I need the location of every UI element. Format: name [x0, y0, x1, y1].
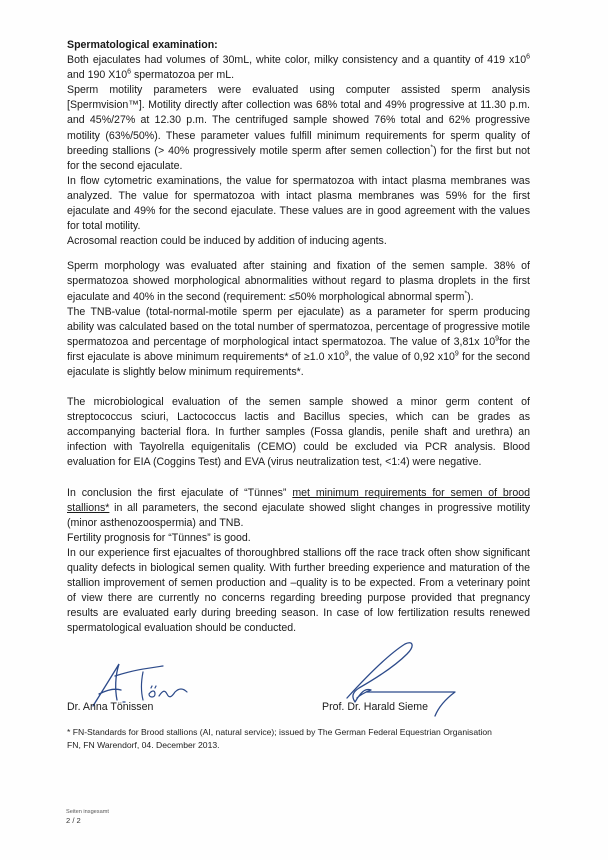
superscript: 6	[526, 53, 530, 61]
paragraph-conclusion	[67, 486, 530, 531]
paragraph-prognosis: Fertility prognosis for “Tünnes” is good.	[67, 531, 251, 544]
footnote-line-2: FN, FN Warendorf, 04. December 2013.	[67, 739, 220, 750]
superscript: 9	[344, 350, 349, 358]
text: in all parameters, the second ejaculate showed slight changes in progressive motility (minor asthenozoospermia) and TNB.	[67, 501, 530, 529]
paragraph-acrosomal: Acrosomal reaction could be induced by addition of inducing agents.	[67, 235, 387, 248]
paragraph-volume	[67, 53, 530, 83]
report-body	[67, 38, 530, 636]
signatory-name-left: Dr. Anna Tönissen	[67, 701, 154, 713]
superscript: *	[430, 144, 434, 152]
spacer	[67, 249, 530, 259]
spacer	[67, 380, 530, 395]
page-counter	[66, 809, 109, 825]
text: Sperm motility parameters were evaluated using computer assisted sperm analysis [Spermvision™]. Motility directly after collection was 68% total and 49% progressive at 11.30 p.m. and 45%/27% at 12.30 p.m. The centrifuged sample showed 76% total and 62% progressive motility (63%/50%). These parameter values fulfill minimum requirements for sperm quality of breeding stallions (> 40% progressively motile sperm after semen collection	[67, 84, 530, 157]
footnote-line-1: * FN-Standards for Brood stallions (AI, natural service); issued by The German Federal Equestrian Organisation	[67, 727, 492, 737]
underlined-text: met minimum requirements for semen of brood stallions*	[67, 486, 530, 514]
text: for the first ejaculate is above minimum requirements* of ≥1.0 x10	[67, 335, 530, 363]
paragraph-morphology	[67, 259, 530, 304]
superscript: 9	[495, 335, 500, 343]
superscript: *	[464, 289, 468, 297]
paragraph-motility	[67, 83, 530, 174]
text: spermatozoa per mL.	[131, 69, 235, 82]
text: ) for the first but not for the second ejaculate.	[67, 144, 530, 172]
section-heading: Spermatological examination:	[67, 39, 218, 51]
text: The TNB-value (total-normal-motile sperm per ejaculate) as a parameter for sperm producing ability was calculated based on the total number of spermatozoa, percentage of progressive motile spermatozoa and percentage of morphological intact spermatozoa. The value of 3,81x 10	[67, 305, 530, 348]
text: and 190 X10	[67, 69, 128, 82]
paragraph-tnb	[67, 305, 530, 380]
paragraph-microbiology: The microbiological evaluation of the semen sample showed a minor germ content of streptococcus sciuri, Lactococcus lactis and Bacillus species, which can be grades as accompanying bacterial flora. In further samples (Fossa glandis, penile shaft and urethra) an infection with Tayolrella equigenitalis (CEMO) could be excluded via PCR analysis. Blood evaluation for EIA (Coggins Test) and EVA (virus neutralization test, <1:4) were negative.	[67, 396, 530, 469]
text: ).	[467, 290, 474, 303]
spacer	[67, 471, 530, 486]
paragraph-flow-cytometry: In flow cytometric examinations, the value for spermatozoa with intact plasma membranes was analyzed. The value for spermatozoa with intact plasma membranes was 59% for the first ejaculate and 49% for the second ejaculate. These values are in good agreement with the values for total motility.	[67, 174, 530, 233]
superscript: 9	[454, 350, 459, 358]
superscript: 6	[127, 68, 131, 76]
text: Both ejaculates had volumes of 30mL, white color, milky consistency and a quantity of 419 x10	[67, 54, 527, 67]
page-counter-label: Seiten insgesamt	[66, 809, 109, 815]
footnote	[67, 726, 537, 751]
page-counter-value: 2 / 2	[66, 816, 81, 825]
text: for the second ejaculate is slightly below minimum requirements*.	[67, 350, 530, 378]
paragraph-experience: In our experience first ejacualtes of thoroughbred stallions off the race track often show significant quality defects in biological semen quality. With further breeding experience and maturation of the stallion improvement of semen production and –quality is to be expected. From a veterinary point of view there are currently no concerns regarding breeding purpose provided that pregnancy results are evaluated early during breeding season. In case of low fertilization results renewed spermatological evaluation should be conducted.	[67, 546, 530, 635]
text: Sperm morphology was evaluated after staining and fixation of the semen sample. 38% of spermatozoa showed morphological abnormalities without regard to plasma droplets in the first ejaculate and 40% in the second (requirement: ≤50% morphological abnormal sperm	[67, 260, 530, 303]
text: , the value of 0,92 x10	[348, 350, 455, 363]
signatory-name-right: Prof. Dr. Harald Sieme	[322, 701, 428, 713]
text: In conclusion the first ejaculate of “Tünnes”	[67, 486, 293, 499]
